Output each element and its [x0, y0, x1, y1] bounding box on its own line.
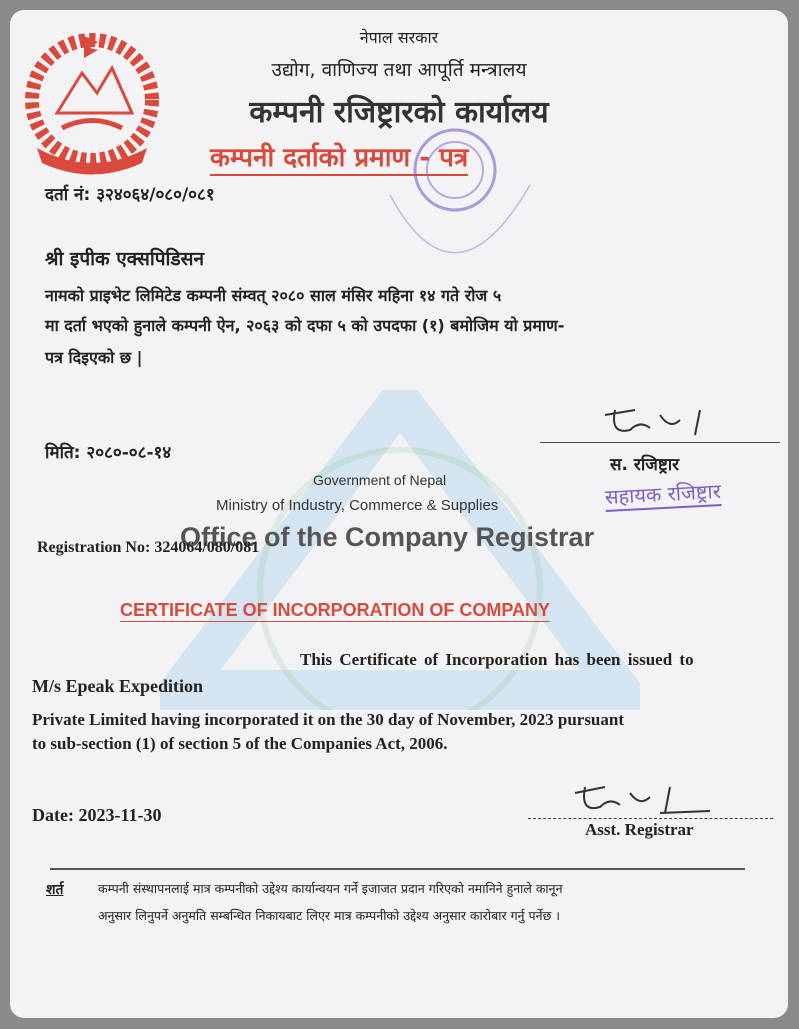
registration-number-np: दर्ता नं: ३२४०६४/०८०/०८१ [45, 185, 215, 205]
condition-line-1: कम्पनी संस्थापनलाई मात्र कम्पनीको उद्देश्य कार्यान्वयन गर्ने इजाजत प्रदान गरिएको नमानिने हुनाले कानून [98, 881, 563, 896]
company-name-np: श्री इपीक एक्सपिडिसन [45, 248, 205, 270]
government-en: Government of Nepal [313, 472, 447, 488]
government-np: नेपाल सरकार [359, 28, 439, 47]
signatory-stamp-np: सहायक रजिष्ट्रार [604, 477, 721, 512]
certificate-title-np: कम्पनी दर्ताको प्रमाण - पत्र [210, 138, 468, 176]
body-np-line-3: पत्र दिइएको छ | [45, 348, 143, 367]
certificate-page [10, 10, 788, 1018]
certificate-title-en: CERTIFICATE OF INCORPORATION OF COMPANY [120, 600, 550, 620]
office-np: कम्पनी रजिष्ट्रारको कार्यालय [249, 95, 549, 130]
signature-en-icon [570, 775, 720, 820]
signatory-np: स. रजिष्ट्रार [610, 455, 680, 475]
date-en: Date: 2023-11-30 [32, 805, 162, 825]
registration-number-en: Registration No: 324064/080/081 [37, 539, 260, 556]
footer-divider [50, 868, 745, 870]
body-np-line-2: मा दर्ता भएको हुनाले कम्पनी ऐन, २०६३ को दफा ५ को उपदफा (१) बमोजिम यो प्रमाण- [45, 316, 565, 335]
signature-np-icon [600, 400, 740, 445]
company-name-en: M/s Epeak Expedition [32, 676, 204, 696]
office-en: Office of the Company Registrar [180, 522, 595, 552]
signature-line-np [540, 442, 780, 443]
body-en-line-4: to sub-section (1) of section 5 of the Companies Act, 2006. [32, 734, 448, 753]
body-en-line-1: This Certificate of Incorporation has been issued to [300, 650, 694, 669]
ministry-en: Ministry of Industry, Commerce & Supplies [216, 497, 499, 514]
signatory-en: Asst. Registrar [585, 820, 694, 839]
ministry-np: उद्योग, वाणिज्य तथा आपूर्ति मन्त्रालय [271, 59, 527, 81]
office-stamp-icon [370, 115, 550, 285]
condition-line-2: अनुसार लिनुपर्ने अनुमति सम्बन्धित निकायबाट लिएर मात्र कम्पनीको उद्देश्य अनुसार कारोबार गर्नु पर्नेछ । [98, 908, 561, 923]
date-np: मिति: २०८०-०८-१४ [45, 443, 172, 463]
condition-label: शर्त [46, 882, 64, 898]
body-en-line-3: Private Limited having incorporated it on the 30 day of November, 2023 pursuant [32, 710, 625, 729]
body-np-line-1: नामको प्राइभेट लिमिटेड कम्पनी संम्वत् २०८० साल मंसिर महिना १४ गते रोज ५ [45, 286, 502, 305]
